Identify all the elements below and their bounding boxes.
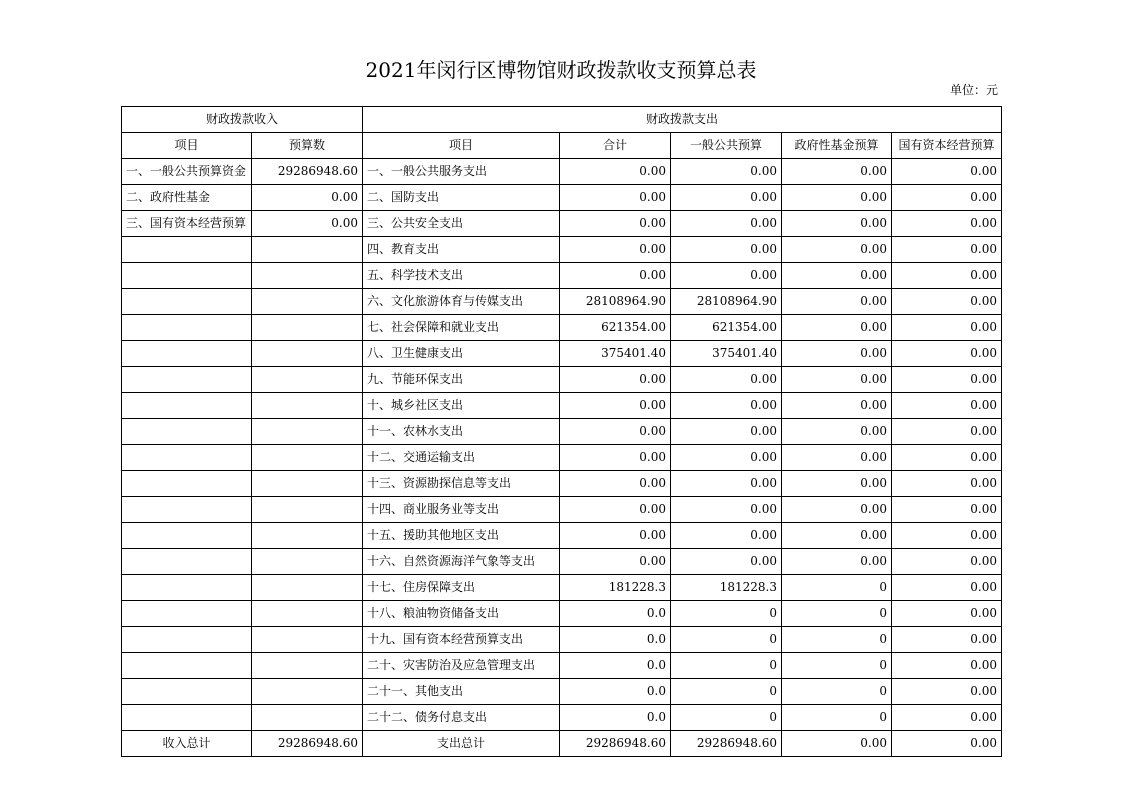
general-budget-cell: 0.00 xyxy=(671,263,782,289)
expense-item-cell: 十二、交通运输支出 xyxy=(363,445,560,471)
table-row xyxy=(122,419,1002,445)
state-capital-total: 0.00 xyxy=(892,731,1002,757)
general-budget-cell: 0 xyxy=(671,601,782,627)
gov-fund-cell: 0.00 xyxy=(782,159,892,185)
general-budget-cell: 0.00 xyxy=(671,367,782,393)
income-item-cell xyxy=(122,445,252,471)
income-amount-cell xyxy=(252,367,363,393)
general-budget-cell: 0.00 xyxy=(671,211,782,237)
table-row xyxy=(122,601,1002,627)
table-row xyxy=(122,185,1002,211)
table-row xyxy=(122,549,1002,575)
table-row xyxy=(122,575,1002,601)
total-cell: 0.00 xyxy=(560,419,671,445)
gov-fund-cell: 0.00 xyxy=(782,315,892,341)
gov-fund-cell: 0.00 xyxy=(782,393,892,419)
total-cell: 0.0 xyxy=(560,601,671,627)
table-row xyxy=(122,341,1002,367)
total-cell: 0.00 xyxy=(560,445,671,471)
general-budget-cell: 0 xyxy=(671,705,782,731)
gov-fund-cell: 0 xyxy=(782,705,892,731)
income-item-cell xyxy=(122,627,252,653)
income-item-header: 项目 xyxy=(122,133,252,159)
income-amount-cell: 29286948.60 xyxy=(252,159,363,185)
expense-item-cell: 十五、援助其他地区支出 xyxy=(363,523,560,549)
state-capital-cell: 0.00 xyxy=(892,211,1002,237)
total-cell: 0.0 xyxy=(560,627,671,653)
expense-item-cell: 五、科学技术支出 xyxy=(363,263,560,289)
income-amount-cell xyxy=(252,445,363,471)
income-amount-cell xyxy=(252,315,363,341)
gov-fund-cell: 0.00 xyxy=(782,445,892,471)
income-item-cell xyxy=(122,601,252,627)
table-row xyxy=(122,159,1002,185)
general-budget-cell: 0 xyxy=(671,679,782,705)
expense-item-cell: 二、国防支出 xyxy=(363,185,560,211)
general-budget-cell: 621354.00 xyxy=(671,315,782,341)
income-amount-cell xyxy=(252,575,363,601)
gov-fund-cell: 0.00 xyxy=(782,185,892,211)
expense-item-cell: 十、城乡社区支出 xyxy=(363,393,560,419)
income-item-cell xyxy=(122,263,252,289)
gov-fund-cell: 0.00 xyxy=(782,497,892,523)
total-cell: 28108964.90 xyxy=(560,289,671,315)
gov-fund-cell: 0 xyxy=(782,653,892,679)
expense-total-value: 29286948.60 xyxy=(560,731,671,757)
state-capital-cell: 0.00 xyxy=(892,653,1002,679)
income-amount-cell xyxy=(252,419,363,445)
expense-item-cell: 十四、商业服务业等支出 xyxy=(363,497,560,523)
expense-item-cell: 十九、国有资本经营预算支出 xyxy=(363,627,560,653)
income-total-label: 收入总计 xyxy=(122,731,252,757)
income-item-cell xyxy=(122,289,252,315)
expense-item-cell: 十一、农林水支出 xyxy=(363,419,560,445)
gov-fund-cell: 0.00 xyxy=(782,341,892,367)
total-cell: 181228.3 xyxy=(560,575,671,601)
gov-fund-cell: 0.00 xyxy=(782,523,892,549)
general-budget-cell: 0.00 xyxy=(671,185,782,211)
total-cell: 0.00 xyxy=(560,523,671,549)
state-capital-cell: 0.00 xyxy=(892,315,1002,341)
gov-fund-header: 政府性基金预算 xyxy=(782,133,892,159)
state-capital-cell: 0.00 xyxy=(892,419,1002,445)
income-amount-cell xyxy=(252,237,363,263)
state-capital-cell: 0.00 xyxy=(892,575,1002,601)
total-cell: 0.00 xyxy=(560,393,671,419)
state-capital-cell: 0.00 xyxy=(892,237,1002,263)
income-group-header: 财政拨款收入 xyxy=(122,107,363,133)
state-capital-cell: 0.00 xyxy=(892,601,1002,627)
income-item-cell xyxy=(122,523,252,549)
table-row xyxy=(122,289,1002,315)
income-item-cell xyxy=(122,367,252,393)
page-title: 2021年闵行区博物馆财政拨款收支预算总表 xyxy=(365,58,757,82)
state-capital-cell: 0.00 xyxy=(892,289,1002,315)
state-capital-cell: 0.00 xyxy=(892,185,1002,211)
general-budget-total: 29286948.60 xyxy=(671,731,782,757)
income-item-cell xyxy=(122,341,252,367)
income-amount-cell xyxy=(252,393,363,419)
gov-fund-cell: 0.00 xyxy=(782,263,892,289)
gov-fund-cell: 0 xyxy=(782,601,892,627)
expense-item-cell: 二十、灾害防治及应急管理支出 xyxy=(363,653,560,679)
general-budget-cell: 0.00 xyxy=(671,159,782,185)
income-amount-cell xyxy=(252,549,363,575)
state-capital-cell: 0.00 xyxy=(892,445,1002,471)
expense-item-cell: 二十二、债务付息支出 xyxy=(363,705,560,731)
general-budget-cell: 0.00 xyxy=(671,549,782,575)
income-item-cell xyxy=(122,705,252,731)
table-row xyxy=(122,211,1002,237)
gov-fund-cell: 0 xyxy=(782,627,892,653)
general-budget-cell: 0.00 xyxy=(671,471,782,497)
income-item-cell: 三、国有资本经营预算 xyxy=(122,211,252,237)
general-budget-cell: 28108964.90 xyxy=(671,289,782,315)
expense-item-cell: 十七、住房保障支出 xyxy=(363,575,560,601)
total-cell: 621354.00 xyxy=(560,315,671,341)
total-cell: 0.00 xyxy=(560,367,671,393)
income-amount-cell xyxy=(252,523,363,549)
income-amount-cell xyxy=(252,497,363,523)
income-item-cell xyxy=(122,419,252,445)
general-budget-cell: 0.00 xyxy=(671,497,782,523)
table-row xyxy=(122,471,1002,497)
income-item-cell xyxy=(122,237,252,263)
table-row xyxy=(122,263,1002,289)
state-capital-cell: 0.00 xyxy=(892,159,1002,185)
state-capital-cell: 0.00 xyxy=(892,341,1002,367)
total-header: 合计 xyxy=(560,133,671,159)
income-item-cell xyxy=(122,679,252,705)
state-capital-cell: 0.00 xyxy=(892,549,1002,575)
state-capital-cell: 0.00 xyxy=(892,679,1002,705)
expense-item-cell: 十三、资源勘探信息等支出 xyxy=(363,471,560,497)
general-budget-cell: 0.00 xyxy=(671,445,782,471)
total-row xyxy=(122,731,1002,757)
gov-fund-total: 0.00 xyxy=(782,731,892,757)
table-row xyxy=(122,367,1002,393)
table-row xyxy=(122,445,1002,471)
state-capital-header: 国有资本经营预算 xyxy=(892,133,1002,159)
total-cell: 0.00 xyxy=(560,237,671,263)
income-amount-cell xyxy=(252,289,363,315)
state-capital-cell: 0.00 xyxy=(892,523,1002,549)
income-item-cell xyxy=(122,471,252,497)
total-cell: 0.00 xyxy=(560,471,671,497)
general-budget-cell: 0 xyxy=(671,653,782,679)
income-item-cell xyxy=(122,315,252,341)
income-amount-cell xyxy=(252,471,363,497)
expense-item-cell: 四、教育支出 xyxy=(363,237,560,263)
state-capital-cell: 0.00 xyxy=(892,627,1002,653)
income-amount-cell xyxy=(252,627,363,653)
income-item-cell xyxy=(122,497,252,523)
income-item-cell: 二、政府性基金 xyxy=(122,185,252,211)
income-item-cell xyxy=(122,393,252,419)
income-item-cell xyxy=(122,653,252,679)
state-capital-cell: 0.00 xyxy=(892,263,1002,289)
expense-item-cell: 七、社会保障和就业支出 xyxy=(363,315,560,341)
income-total-value: 29286948.60 xyxy=(252,731,363,757)
budget-table xyxy=(121,106,1002,757)
general-budget-cell: 0.00 xyxy=(671,523,782,549)
general-budget-cell: 375401.40 xyxy=(671,341,782,367)
total-cell: 0.0 xyxy=(560,679,671,705)
expense-item-cell: 六、文化旅游体育与传媒支出 xyxy=(363,289,560,315)
gov-fund-cell: 0.00 xyxy=(782,367,892,393)
gov-fund-cell: 0.00 xyxy=(782,549,892,575)
income-item-cell xyxy=(122,575,252,601)
state-capital-cell: 0.00 xyxy=(892,471,1002,497)
table-row xyxy=(122,705,1002,731)
income-amount-cell xyxy=(252,601,363,627)
general-budget-cell: 0 xyxy=(671,627,782,653)
state-capital-cell: 0.00 xyxy=(892,497,1002,523)
general-budget-cell: 181228.3 xyxy=(671,575,782,601)
expense-item-cell: 九、节能环保支出 xyxy=(363,367,560,393)
gov-fund-cell: 0.00 xyxy=(782,419,892,445)
gov-fund-cell: 0 xyxy=(782,575,892,601)
table-row xyxy=(122,237,1002,263)
table-row xyxy=(122,315,1002,341)
table-row xyxy=(122,627,1002,653)
total-cell: 375401.40 xyxy=(560,341,671,367)
gov-fund-cell: 0 xyxy=(782,679,892,705)
state-capital-cell: 0.00 xyxy=(892,393,1002,419)
gov-fund-cell: 0.00 xyxy=(782,237,892,263)
income-item-cell: 一、一般公共预算资金 xyxy=(122,159,252,185)
income-amount-cell: 0.00 xyxy=(252,211,363,237)
general-budget-cell: 0.00 xyxy=(671,393,782,419)
table-row xyxy=(122,393,1002,419)
column-header-row xyxy=(122,133,1002,159)
expense-total-label: 支出总计 xyxy=(363,731,560,757)
general-budget-cell: 0.00 xyxy=(671,419,782,445)
expense-item-cell: 一、一般公共服务支出 xyxy=(363,159,560,185)
total-cell: 0.00 xyxy=(560,159,671,185)
income-amount-cell: 0.00 xyxy=(252,185,363,211)
total-cell: 0.00 xyxy=(560,211,671,237)
table-row xyxy=(122,497,1002,523)
total-cell: 0.0 xyxy=(560,705,671,731)
expense-item-cell: 十八、粮油物资储备支出 xyxy=(363,601,560,627)
expense-item-cell: 二十一、其他支出 xyxy=(363,679,560,705)
general-budget-header: 一般公共预算 xyxy=(671,133,782,159)
income-amount-cell xyxy=(252,679,363,705)
expense-group-header: 财政拨款支出 xyxy=(363,107,1002,133)
income-budget-header: 预算数 xyxy=(252,133,363,159)
expense-item-header: 项目 xyxy=(363,133,560,159)
state-capital-cell: 0.00 xyxy=(892,705,1002,731)
general-budget-cell: 0.00 xyxy=(671,237,782,263)
income-amount-cell xyxy=(252,263,363,289)
table-row xyxy=(122,523,1002,549)
state-capital-cell: 0.00 xyxy=(892,367,1002,393)
income-amount-cell xyxy=(252,341,363,367)
expense-item-cell: 三、公共安全支出 xyxy=(363,211,560,237)
expense-item-cell: 十六、自然资源海洋气象等支出 xyxy=(363,549,560,575)
gov-fund-cell: 0.00 xyxy=(782,211,892,237)
gov-fund-cell: 0.00 xyxy=(782,289,892,315)
table-row xyxy=(122,679,1002,705)
income-amount-cell xyxy=(252,705,363,731)
total-cell: 0.00 xyxy=(560,185,671,211)
expense-item-cell: 八、卫生健康支出 xyxy=(363,341,560,367)
total-cell: 0.00 xyxy=(560,549,671,575)
total-cell: 0.0 xyxy=(560,653,671,679)
group-header-row xyxy=(122,107,1002,133)
table-row xyxy=(122,653,1002,679)
income-item-cell xyxy=(122,549,252,575)
total-cell: 0.00 xyxy=(560,497,671,523)
unit-label: 单位：元 xyxy=(949,83,998,97)
income-amount-cell xyxy=(252,653,363,679)
gov-fund-cell: 0.00 xyxy=(782,471,892,497)
total-cell: 0.00 xyxy=(560,263,671,289)
